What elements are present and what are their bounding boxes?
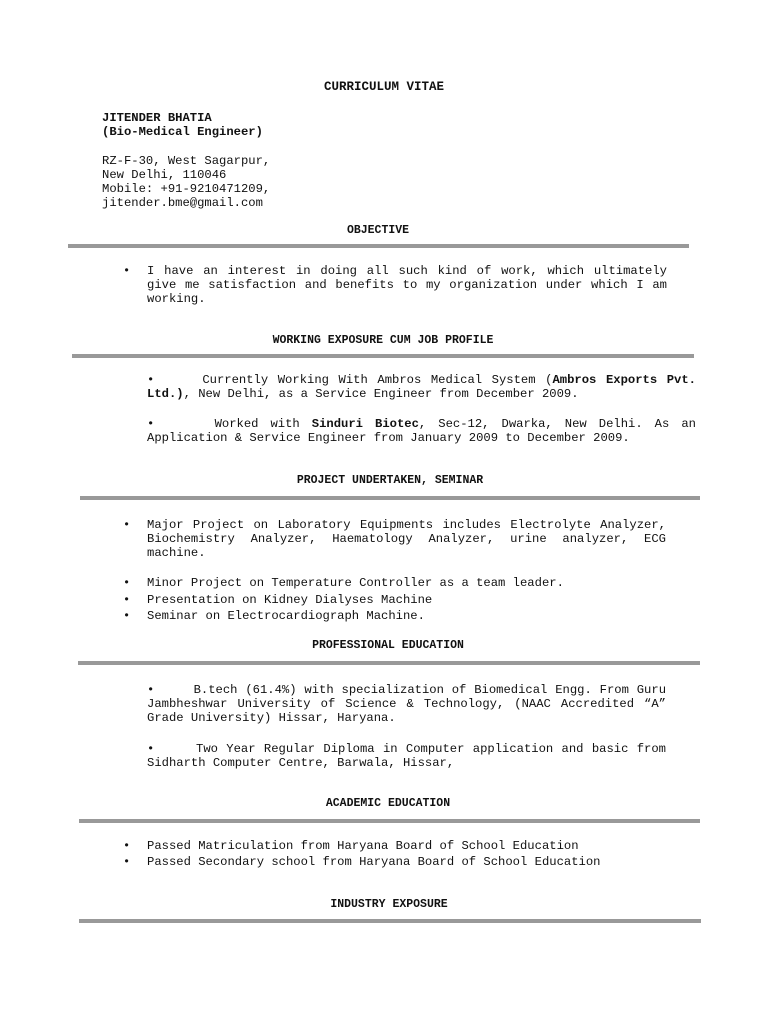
professional-item-2 <box>147 742 666 770</box>
company-name: Sinduri Biotec <box>311 417 419 431</box>
email-address: jitender.bme@gmail.com <box>102 196 263 210</box>
list-item <box>123 839 683 853</box>
bullet-icon: • <box>123 609 131 623</box>
work-item-2-rest: , Sec-12, Dwarka, New Delhi. As an Application & Service Engineer from January 2009 to December 2009. <box>147 417 696 445</box>
objective-heading: OBJECTIVE <box>346 224 410 237</box>
work-item-1-text: Currently Working With Ambros Medical System ( <box>202 373 553 387</box>
section-divider <box>78 661 700 665</box>
work-item-2-text: Worked with <box>214 417 312 431</box>
major-project-text: Major Project on Laboratory Equipments includes Electrolyte Analyzer, Biochemistry Analyzer, Haematology Analyzer, urine analyzer, ECG machine. <box>147 518 666 560</box>
bullet-icon: • <box>147 373 155 387</box>
section-divider <box>79 919 701 923</box>
candidate-name: JITENDER BHATIA <box>102 111 212 125</box>
projects-heading: PROJECT UNDERTAKEN, SEMINAR <box>296 474 484 487</box>
bullet-icon: • <box>123 592 131 607</box>
mobile-number: Mobile: +91-9210471209, <box>102 182 271 196</box>
work-heading: WORKING EXPOSURE CUM JOB PROFILE <box>272 334 494 347</box>
presentation-text: Presentation on Kidney Dialyses Machine <box>147 592 433 607</box>
bullet-icon: • <box>123 518 131 532</box>
professional-item-1 <box>147 683 666 725</box>
projects-list-2 <box>123 576 666 623</box>
list-item <box>123 855 683 869</box>
bullet-icon: • <box>123 576 131 590</box>
btech-text: B.tech (61.4%) with specialization of Biomedical Engg. From Guru Jambheshwar University of Science & Technology, (NAAC Accredited “A” Grade University) Hissar, Haryana. <box>147 683 667 725</box>
seminar-text: Seminar on Electrocardiograph Machine. <box>147 609 425 623</box>
document-title: CURRICULUM VITAE <box>323 80 445 94</box>
contact-block <box>102 154 270 210</box>
secondary-text: Passed Secondary school from Haryana Board of School Education <box>147 855 601 869</box>
professional-heading: PROFESSIONAL EDUCATION <box>312 639 464 652</box>
section-divider <box>72 354 694 358</box>
objective-list <box>123 264 667 306</box>
address-city: New Delhi, 110046 <box>102 168 227 182</box>
objective-text: I have an interest in doing all such kind of work, which ultimately give me satisfaction and benefits to my organization under which I am working. <box>147 264 667 306</box>
bullet-icon: • <box>123 839 131 853</box>
candidate-designation: (Bio-Medical Engineer) <box>102 125 263 139</box>
work-item-2 <box>147 417 696 445</box>
academic-list <box>123 839 683 869</box>
list-item <box>123 593 666 607</box>
list-item <box>123 609 666 623</box>
section-divider <box>68 244 689 248</box>
section-divider <box>80 496 700 500</box>
academic-heading: ACADEMIC EDUCATION <box>325 797 451 810</box>
bullet-icon: • <box>123 855 131 869</box>
projects-list <box>123 518 666 560</box>
list-item <box>123 518 666 560</box>
work-item-1 <box>147 373 696 401</box>
work-item-1-rest: , New Delhi, as a Service Engineer from December 2009. <box>183 387 579 401</box>
list-item <box>123 576 666 590</box>
minor-project-text: Minor Project on Temperature Controller as a team leader. <box>147 576 564 590</box>
industry-heading: INDUSTRY EXPOSURE <box>330 898 448 911</box>
header-block <box>102 111 263 139</box>
list-item <box>123 264 667 306</box>
bullet-icon: • <box>147 683 155 697</box>
section-divider <box>79 819 700 823</box>
matriculation-text: Passed Matriculation from Haryana Board of School Education <box>147 839 579 853</box>
bullet-icon: • <box>147 742 155 756</box>
address-line: RZ-F-30, West Sagarpur, <box>102 154 271 168</box>
diploma-text: Two Year Regular Diploma in Computer application and basic from Sidharth Computer Centre, Barwala, Hissar, <box>147 742 666 770</box>
bullet-icon: • <box>147 417 155 431</box>
bullet-icon: • <box>123 264 131 278</box>
company-name: Ambros Exports Pvt. Ltd.) <box>147 373 696 401</box>
